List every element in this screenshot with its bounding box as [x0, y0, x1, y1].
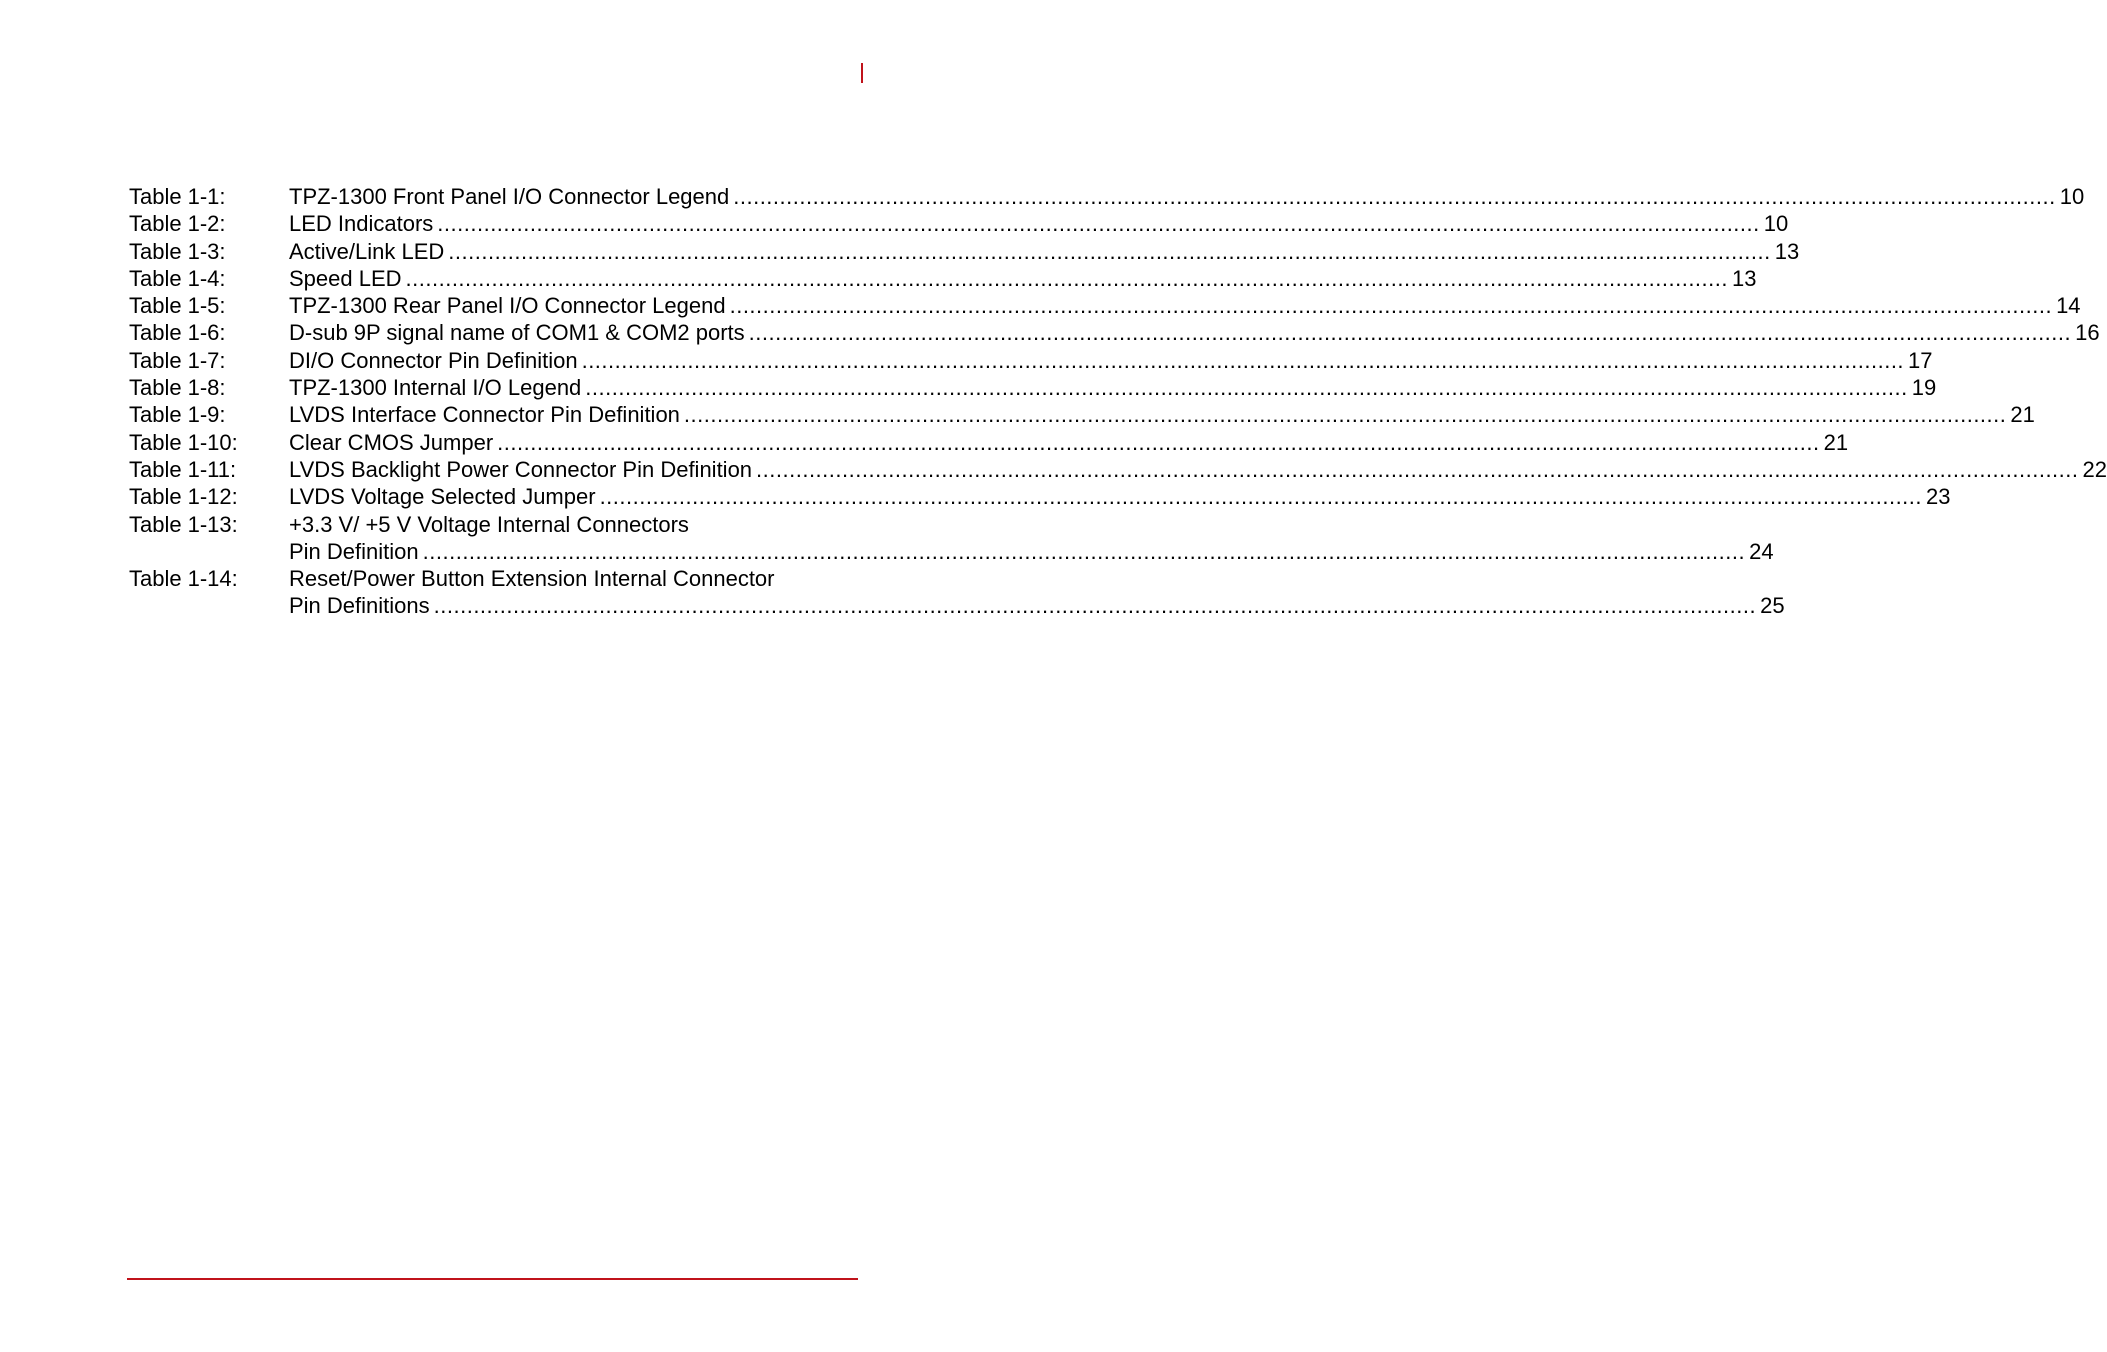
entry-number: 1-10: [187, 429, 238, 455]
entry-prefix: Table [129, 211, 182, 237]
entry-prefix: Table [129, 456, 182, 482]
dot-leader: ........................................................................................................................................................................................................ [437, 211, 1760, 237]
entry-number: 1-12: [187, 484, 238, 510]
entry-number: 1-5: [187, 293, 226, 319]
dot-leader: ........................................................................................................................................................................................................ [733, 184, 2056, 209]
toc-entry[interactable] [129, 511, 1774, 566]
entry-number: 1-13: [187, 511, 238, 537]
header-accent-mark [861, 63, 863, 83]
entry-title: D-sub 9P signal name of COM1 & COM2 ports [289, 320, 745, 346]
entry-prefix: Table [129, 293, 182, 319]
entry-prefix: Table [129, 375, 182, 401]
dot-leader: ........................................................................................................................................................................................................ [581, 347, 1905, 373]
entry-page-number: 10 [2059, 184, 2085, 209]
toc-entry[interactable] [129, 374, 1937, 401]
dot-leader: ........................................................................................................................................................................................................ [729, 293, 2053, 319]
entry-number: 1-11: [187, 456, 237, 482]
entry-page-number: 24 [1749, 538, 1774, 564]
entry-prefix: Table [129, 238, 182, 264]
entry-number: 1-14: [187, 566, 238, 592]
entry-prefix: Table [129, 347, 182, 373]
toc-entry[interactable] [129, 292, 2081, 319]
entry-page-number: 13 [1732, 265, 1757, 291]
dot-leader: ........................................................................................................................................................................................................ [756, 456, 2079, 482]
entry-prefix: Table [129, 184, 182, 209]
entry-title: Active/Link LED [289, 238, 445, 264]
toc-entry[interactable] [129, 401, 2035, 428]
dot-leader: ........................................................................................................................................................................................................ [448, 238, 1771, 264]
dot-leader: ........................................................................................................................................................................................................ [497, 429, 1820, 455]
entry-page-number: 25 [1760, 593, 1785, 619]
dot-leader: ........................................................................................................................................................................................................ [433, 593, 1757, 619]
toc-entry[interactable] [129, 429, 1849, 456]
toc-entry[interactable] [129, 238, 1800, 265]
entry-number: 1-9: [187, 402, 226, 428]
toc-entry[interactable] [129, 456, 2107, 483]
entry-title: LVDS Voltage Selected Jumper [289, 484, 596, 510]
dot-leader: ........................................................................................................................................................................................................ [599, 484, 1923, 510]
toc-entry[interactable] [129, 565, 1785, 620]
entry-page-number: 19 [1911, 375, 1937, 401]
entry-title: LVDS Interface Connector Pin Definition [289, 402, 680, 428]
entry-prefix: Table [129, 402, 182, 428]
entry-number: 1-3: [187, 238, 226, 264]
entry-number: 1-4: [187, 265, 226, 291]
entry-title: LVDS Backlight Power Connector Pin Definition [289, 456, 753, 482]
entry-number: 1-1: [187, 184, 226, 209]
toc-entry[interactable] [129, 183, 2085, 210]
entry-title: Speed LED [289, 265, 402, 291]
entry-title: TPZ-1300 Internal I/O Legend [289, 375, 582, 401]
entry-page-number: 10 [1763, 211, 1789, 237]
dot-leader: ........................................................................................................................................................................................................ [683, 402, 2007, 428]
entry-number: 1-2: [187, 211, 226, 237]
entry-page-number: 13 [1774, 238, 1800, 264]
toc-entry[interactable] [129, 347, 1933, 374]
entry-page-number: 21 [1823, 429, 1849, 455]
entry-page-number: 14 [2056, 293, 2081, 319]
entry-title: DI/O Connector Pin Definition [289, 347, 578, 373]
entry-prefix: Table [129, 484, 182, 510]
toc-entry[interactable] [129, 210, 1789, 237]
toc-entry[interactable] [129, 483, 1951, 510]
entry-title: Clear CMOS Jumper [289, 429, 494, 455]
entry-number: 1-6: [187, 320, 226, 346]
list-of-tables [129, 183, 2107, 620]
entry-title-continued: Pin Definition [289, 538, 419, 564]
dot-leader: ........................................................................................................................................................................................................ [585, 375, 1908, 401]
entry-number: 1-8: [187, 375, 226, 401]
entry-title: LED Indicators [289, 211, 434, 237]
toc-entry[interactable] [129, 319, 2100, 346]
entry-page-number: 21 [2010, 402, 2035, 428]
entry-page-number: 22 [2082, 456, 2107, 482]
entry-prefix: Table [129, 511, 182, 537]
dot-leader: ........................................................................................................................................................................................................ [405, 265, 1728, 291]
entry-page-number: 17 [1908, 347, 1933, 373]
entry-prefix: Table [129, 320, 182, 346]
entry-title: TPZ-1300 Front Panel I/O Connector Legend [289, 184, 730, 209]
entry-title: TPZ-1300 Rear Panel I/O Connector Legend [289, 293, 726, 319]
entry-prefix: Table [129, 429, 182, 455]
entry-prefix: Table [129, 265, 182, 291]
entry-title: Reset/Power Button Extension Internal Connector [289, 566, 775, 592]
entry-number: 1-7: [187, 347, 226, 373]
entry-page-number: 16 [2075, 320, 2100, 346]
dot-leader: ........................................................................................................................................................................................................ [422, 538, 1746, 564]
entry-title: +3.3 V/ +5 V Voltage Internal Connectors [289, 511, 689, 537]
dot-leader: ........................................................................................................................................................................................................ [748, 320, 2072, 346]
footer-rule [127, 1278, 858, 1280]
toc-entry[interactable] [129, 265, 1757, 292]
entry-prefix: Table [129, 566, 182, 592]
entry-title-continued: Pin Definitions [289, 593, 430, 619]
entry-page-number: 23 [1926, 484, 1951, 510]
